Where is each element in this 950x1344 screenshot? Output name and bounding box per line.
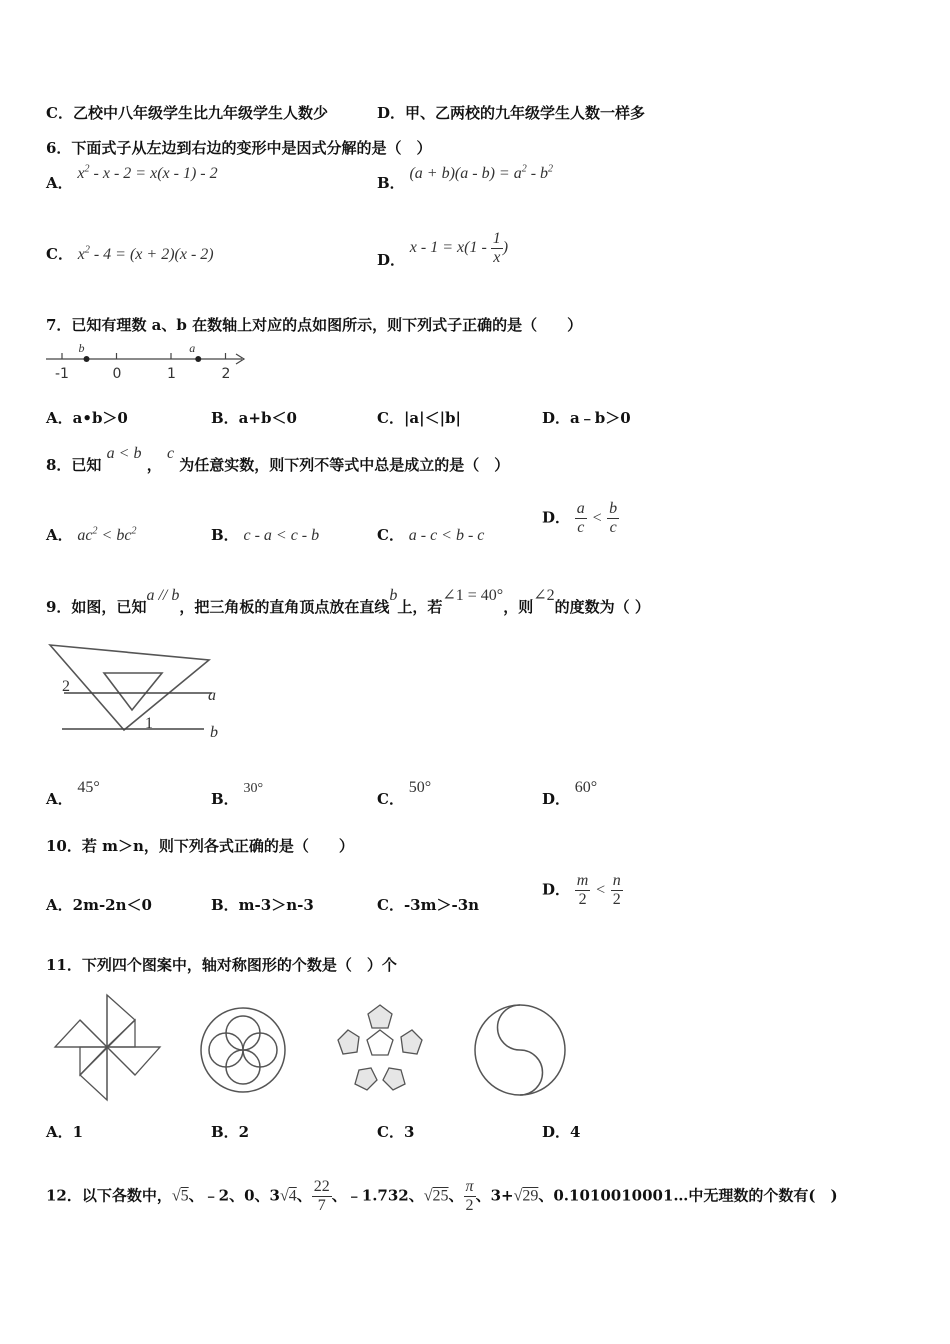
number-line-tick-label: -1 [55, 366, 69, 382]
yin-yang-figure [470, 1000, 570, 1100]
q9-option-a: A． 45° [46, 779, 100, 808]
q7-option-a: A．a•b＞0 [46, 409, 128, 427]
number-line-tick-label: 0 [112, 366, 122, 382]
q6-d-expr: x - 1 = x(1 - $\frac{1}{x}$ ) [409, 230, 509, 266]
q12-stem: 12．以下各数中，√5、﹣2、0、3√4、 $\frac{22}{7}$ 、﹣1.732、√25、 $\frac{\pi}{2}$ 、3+√29、0.1010010001…中无理数的个数有( ) [46, 1178, 838, 1214]
angle-2-label: 2 [62, 678, 70, 695]
q6-option-b: B． $(a + b)(a - b) = a^2 - b^2$ [377, 163, 554, 192]
number-line-tick-label: 2 [221, 366, 231, 382]
number-line-ticks [55, 353, 230, 382]
point-b-label: b [78, 341, 85, 355]
q10-option-c: C．-3m＞-3n [377, 896, 480, 914]
q6-c-expr: $x^2 - 4 = (x + 2)(x - 2)$ [77, 244, 214, 263]
q9-option-b: B． 30° [211, 781, 264, 808]
q6-option-d: D． x - 1 = x(1 - $\frac{1}{x}$ ) [377, 230, 509, 270]
q7-option-b: B．a+b＜0 [211, 409, 297, 427]
q9-option-d: D． 60° [542, 779, 598, 808]
q8-option-a: A． $ac^2 < bc^2$ [46, 525, 137, 544]
triangle-ruler-figure [44, 640, 234, 745]
q11-stem: 11．下列四个图案中，轴对称图形的个数是（ ）个 [46, 956, 397, 974]
number-line-figure [44, 340, 249, 382]
line-a-label: a [208, 687, 216, 704]
point-a-label: a [189, 341, 196, 355]
option-c-prev: C．乙校中八年级学生比九年级学生人数少 [46, 104, 328, 122]
inner-triangle [104, 673, 162, 710]
q8-option-d: D． $\frac{a}{c}$ < $\frac{b}{c}$ [542, 500, 618, 536]
q6-option-a: A． $x^2 - x - 2 = x(x - 1) - 2$ [46, 163, 218, 192]
q8-option-c: C． a - c < b - c [377, 526, 485, 544]
q6-stem: 6．下面式子从左边到右边的变形中是因式分解的是（ ） [46, 139, 432, 157]
option-d-prev: D．甲、乙两校的九年级学生人数一样多 [377, 104, 646, 122]
q9-option-c: C． 50° [377, 779, 432, 808]
number-line-tick-label: 1 [167, 366, 176, 382]
line-b-label: b [210, 724, 218, 741]
q8-option-b: B． c - a < c - b [211, 526, 320, 544]
pinwheel-figure [50, 990, 165, 1105]
q10-option-a: A．2m-2n＜0 [46, 896, 152, 914]
q10-stem: 10．若 m＞n，则下列各式正确的是（ ） [46, 837, 354, 855]
q6-a-expr: $x^2 - x - 2 = x(x - 1) - 2$ [77, 163, 218, 182]
four-circles-figure [198, 1005, 288, 1095]
point-a-dot [195, 356, 201, 362]
q10-option-d: D． $\frac{m}{2}$ < $\frac{n}{2}$ [542, 872, 621, 908]
q6-b-expr: $(a + b)(a - b) = a^2 - b^2$ [409, 163, 554, 182]
q7-option-c: C．|a|＜|b| [377, 409, 461, 427]
angle-1-label: 1 [145, 715, 153, 732]
q11-option-d: D．4 [542, 1123, 581, 1141]
q8-var-c: c [166, 445, 175, 462]
q11-option-a: A．1 [46, 1123, 84, 1141]
outer-triangle [50, 645, 209, 730]
q8-stem: 8．已知 a < b ， c 为任意实数，则下列不等式中总是成立的是（ ） [46, 445, 510, 474]
q9-stem: 9．如图，已知a // b，把三角板的直角顶点放在直线b上，若∠1 = 40°，则∠2的度数为（ ） [46, 587, 650, 616]
point-b-dot [84, 356, 90, 362]
q10-option-b: B．m-3＞n-3 [211, 896, 314, 914]
pentagons-figure [335, 1000, 425, 1095]
q7-stem: 7．已知有理数 a、b 在数轴上对应的点如图所示，则下列式子正确的是（ ） [46, 316, 583, 334]
q11-option-b: B．2 [211, 1123, 250, 1141]
q6-option-c: C． $x^2 - 4 = (x + 2)(x - 2)$ [46, 244, 214, 263]
q7-option-d: D．a﹣b＞0 [542, 409, 631, 427]
q8-cond-ab: a < b [106, 445, 142, 462]
q11-option-c: C．3 [377, 1123, 415, 1141]
